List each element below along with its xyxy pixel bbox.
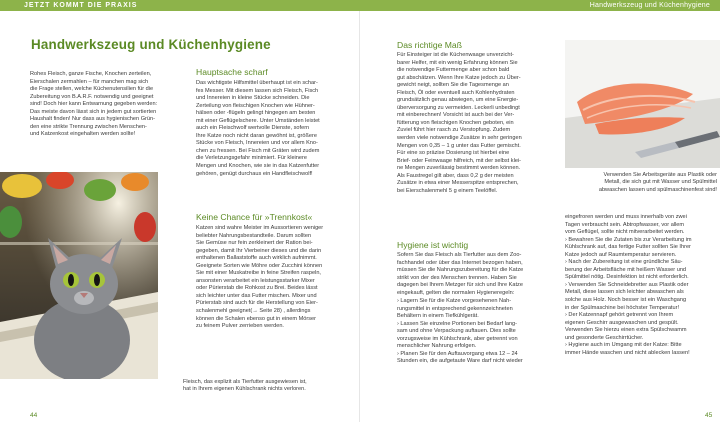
text-line: Zerteilung von fleischigen Knochen wie Hühner-	[196, 102, 315, 109]
text-line: Behältern in einem Tiefkühlgerät.	[397, 313, 479, 320]
text-line: eingekauft, gelten die normalen Hygieneregeln:	[397, 289, 515, 296]
running-header-right: Handwerkszeug und Küchenhygiene	[589, 2, 710, 9]
chapter-title: Handwerkszeug und Küchenhygiene	[31, 37, 271, 52]
text-line: dagegen bei Ihrem Metzger für sich und Ihre Katze	[397, 282, 523, 289]
text-line: Zubereitung von B.A.R.F. notwendig und geeignet	[30, 93, 154, 100]
text-line: grundsätzlich genau abwiegen, um eine Energie-	[397, 97, 519, 104]
text-line: mit einberechnen! Vorsicht ist auch bei der Ver-	[397, 112, 515, 119]
text-line: Geeignete Sorten wie Möhre oder Zucchini können	[196, 262, 323, 269]
salmon-and-knife-image	[565, 40, 720, 168]
text-line: ansonsten verarbeitet ein leistungsstarker Mixer	[196, 277, 315, 284]
hygiene-bullets-continued	[565, 214, 720, 357]
text-line: hälsen oder -flügeln gelingt hingegen am besten	[196, 110, 316, 117]
text-line: Haushalt finden! Nur dass aus hygienischen Grün-	[30, 116, 155, 123]
text-line: Sofern Sie das Fleisch als Tierfutter aus dem Zoo-	[397, 252, 522, 258]
text-line: den eine strikte Trennung zwischen Menschen-	[30, 123, 147, 130]
text-line: › Planen Sie für den Auftauvorgang etwa 12 – 24	[397, 350, 518, 357]
text-line: gewicht neigt, sollten Sie die Tagesmenge an	[397, 82, 509, 89]
text-line: Tagen verbraucht sein. Abtropfwasser, vor allem	[565, 221, 685, 228]
text-line: Metall, die sich gut mit Wasser und Spülmittel	[604, 179, 717, 186]
text-line: solche aus Holz. Noch besser ist ein Waschgang	[565, 297, 687, 304]
text-line: strikt von der des Menschen trennen. Haben Sie	[397, 274, 517, 281]
hygiene-bullets	[397, 298, 561, 366]
text-line: Für eine so präzise Dosierung ist hierbei eine	[397, 150, 510, 157]
page-number-left: 44	[30, 412, 38, 419]
text-line: und Innereien in kleine Stücke schneiden. Die	[196, 95, 310, 102]
right-caption	[577, 172, 717, 194]
text-line: eigenen Geschirr ausgewaschen und gespült.	[565, 319, 679, 326]
text-line: Sie mit einer Muskatreibe in feine Streifen raspeln,	[196, 270, 321, 277]
text-line: Pürierstab sind auch für die Herstellung von Eier-	[196, 300, 318, 307]
text-line: werden viele notwendige Zusätze in sehr geringen	[397, 135, 522, 142]
text-line: › Bewahren Sie die Zutaten bis zur Verarbeitung im	[565, 236, 692, 243]
text-line: Katze jedoch auf Raumtemperatur servieren.	[565, 251, 677, 258]
text-line: Ihre Katze noch nicht daran gewöhnt ist, größere	[196, 132, 317, 139]
text-line: vom Geflügel, sollte nicht mitverarbeitet werden.	[565, 229, 685, 236]
cat-photo	[0, 172, 158, 379]
text-line: die notwendige Futtermenge aber schon bald	[397, 67, 510, 74]
text-line: eingefroren werden und muss innerhalb von zwei	[565, 214, 687, 220]
text-line: und gesonderte Geschirrtücher.	[565, 334, 644, 341]
section-hauptsache-scharf-text	[196, 80, 356, 178]
text-line: beliebter Nahrungsbestandteile. Darum sollten	[196, 232, 312, 239]
intro-paragraph	[30, 71, 190, 139]
text-line: Katzen sind wahre Meister im Aussortieren weniger	[196, 225, 324, 231]
text-line: Brief- oder Feinwaage hilfreich, mit der selbst klei-	[397, 157, 522, 164]
text-line: Mengen von 0,35 – 1 g unter das Futter gemischt.	[397, 142, 521, 149]
section-keine-chance-text	[196, 225, 358, 331]
text-line: können die Schalen ebenso gut in einem Mörser	[196, 315, 317, 322]
text-line: und Katzenkost eingehalten werden sollte!	[30, 131, 136, 138]
text-line: sam und ohne Verpackung auftauen. Dies sollte	[397, 328, 516, 335]
text-line: Stücke von Fleisch, Innereien und vor allem Kno-	[196, 140, 318, 147]
text-line: hat in Ihrem eigenen Kühlschrank nichts verloren.	[183, 386, 306, 393]
text-line: auch ein Fleischwolf wertvolle Dienste, sofern	[196, 125, 310, 132]
text-line: › Lagern Sie für die Katze vorgesehenen Nah-	[397, 298, 512, 304]
text-line: oder Pürierstab die Rohkost zu Brei. Beides lässt	[196, 285, 318, 292]
fish-photo	[565, 40, 720, 168]
text-line: überversorgung zu vermeiden. Leckerli unbedingt	[397, 104, 520, 111]
text-line: Das wichtigste Hilfsmittel überhaupt ist ein schar-	[196, 80, 318, 86]
text-line: menschlicher Nahrung erfolgen.	[397, 343, 477, 350]
section-hygiene-intro	[397, 252, 561, 297]
text-line: Das meiste davon lässt sich in jedem gut sortierten	[30, 108, 157, 115]
text-line: mit einer Geflügelschere. Unter Umständen leistet	[196, 117, 320, 124]
text-line: vorzugsweise im Kühlschrank, aber getrennt von	[397, 335, 518, 342]
text-line: Als Faustregel gilt aber, dass 0,2 g der meisten	[397, 172, 514, 179]
section-hauptsache-scharf-title: Hauptsache scharf	[196, 67, 268, 77]
text-line: berung der Arbeitsfläche mit heißem Wasser und	[565, 266, 687, 273]
text-line: chen zu fressen. Bei Fisch mit Gräten wird zudem	[196, 147, 320, 154]
text-line: die Frage stellen, welche Küchenutensilien für die	[30, 86, 154, 93]
text-line: › Nach der Zubereitung ist eine gründliche Säu-	[565, 259, 683, 266]
text-line: Spülmittel nötig. Desinfektion ist nicht erforderlich.	[565, 274, 689, 281]
section-keine-chance-title: Keine Chance für »Trennkost«	[196, 212, 313, 222]
text-line: rungsmittel in entsprechend gekennzeichneten	[397, 305, 513, 312]
text-line: Verwenden Sie Arbeitsgeräte aus Plastik oder	[603, 172, 717, 178]
text-line: Stunden ein, die aufgetaute Ware darf nicht wieder	[397, 358, 523, 365]
text-line: Fleisch, das explizit als Tierfutter ausgewiesen ist,	[183, 379, 307, 385]
text-line: zu feinem Pulver zerrieben werden.	[196, 323, 284, 330]
text-line: barer Helfer, mit ein wenig Erfahrung können Sie	[397, 59, 518, 66]
page-gutter	[359, 11, 360, 422]
text-line: Eierschalen zermahlen – für manchen mag sich	[30, 78, 149, 85]
page-number-right: 45	[705, 412, 713, 419]
text-line: fütterung von fleischigen Knochen geboten, ein	[397, 119, 514, 126]
text-line: müssen Sie die Nahrungszubereitung für die Katze	[397, 267, 524, 274]
text-line: Sie Gemüse nur fein zerkleinert der Ration bei-	[196, 240, 313, 247]
text-line: › Der Katzennapf gehört getrennt von Ihrem	[565, 312, 674, 319]
text-line: sind! Doch hier kann Entwarnung gegeben werden:	[30, 101, 158, 108]
text-line: gegeben, damit Ihr Vierbeiner dieses und die darin	[196, 247, 322, 254]
section-hygiene-title: Hygiene ist wichtig	[397, 240, 469, 250]
text-line: ne Mengen zuverlässig bestimmt werden können.	[397, 165, 521, 172]
text-line: › Lassen Sie einzelne Portionen bei Bedarf lang-	[397, 320, 518, 327]
text-line: Zusätze in etwa einer Messerspitze entsprechen,	[397, 180, 519, 187]
running-header-left: JETZT KOMMT DIE PRAXIS	[24, 2, 138, 9]
text-line: immer Hände waschen und nicht ablecken lassen!	[565, 349, 690, 356]
text-line: schalenmehl geeignet(→ Seite 28) , allerdings	[196, 308, 311, 315]
text-line: Rohes Fleisch, ganze Fische, Knochen zerteilen,	[30, 71, 152, 77]
text-line: Verwenden Sie hierzu einen extra Spülschwamm	[565, 327, 687, 334]
text-line: die Verletzungsgefahr minimiert. Für kleinere	[196, 155, 307, 162]
text-line: in der Spülmaschine bei höchster Temperatur!	[565, 304, 680, 311]
cat-in-fridge-image	[0, 172, 158, 379]
text-line: Kühlschrank auf, das fertige Futter sollten Sie Ihrer	[565, 244, 691, 251]
text-line: › Verwenden Sie Schneidebretter aus Plastik oder	[565, 281, 689, 288]
text-line: gehören, genügt durchaus ein Handfleischwolf!	[196, 170, 313, 177]
text-line: › Hygiene auch im Umgang mit der Katze: Bitte	[565, 342, 682, 349]
text-line: bei Eierschalenmehl 5 g einem Teelöffel.	[397, 187, 498, 194]
text-line: Mengen und Knochen, wie sie in das Katzenfutter	[196, 163, 320, 170]
text-line: Metall, diese lassen sich leichter abwaschen als	[565, 289, 684, 296]
text-line: enthaltenen Ballaststoffe auch wirklich aufnimmt.	[196, 255, 317, 262]
left-caption	[183, 379, 353, 394]
text-line: sich leichter unter das Futter mischen. Mixer und	[196, 292, 317, 299]
text-line: abwaschen lassen und spülmaschinenfest sind!	[598, 186, 717, 193]
text-line: Für Einsteiger ist die Küchenwaage unverzicht-	[397, 52, 514, 58]
text-line: fachhandel oder über das Internet bezogen haben,	[397, 259, 523, 266]
text-line: Fleisch, Öl oder eventuell auch Kohlenhydraten	[397, 89, 515, 96]
text-line: fes Messer. Mit diesem lassen sich Fleisch, Fisch	[196, 87, 319, 94]
section-richtige-mass-title: Das richtige Maß	[397, 40, 462, 50]
section-richtige-mass-text	[397, 52, 561, 195]
text-line: gut abschätzen. Wenn Ihre Katze jedoch zu Über-	[397, 74, 521, 81]
text-line: Zuviel führt hier rasch zu Verstopfung. Zudem	[397, 127, 511, 134]
